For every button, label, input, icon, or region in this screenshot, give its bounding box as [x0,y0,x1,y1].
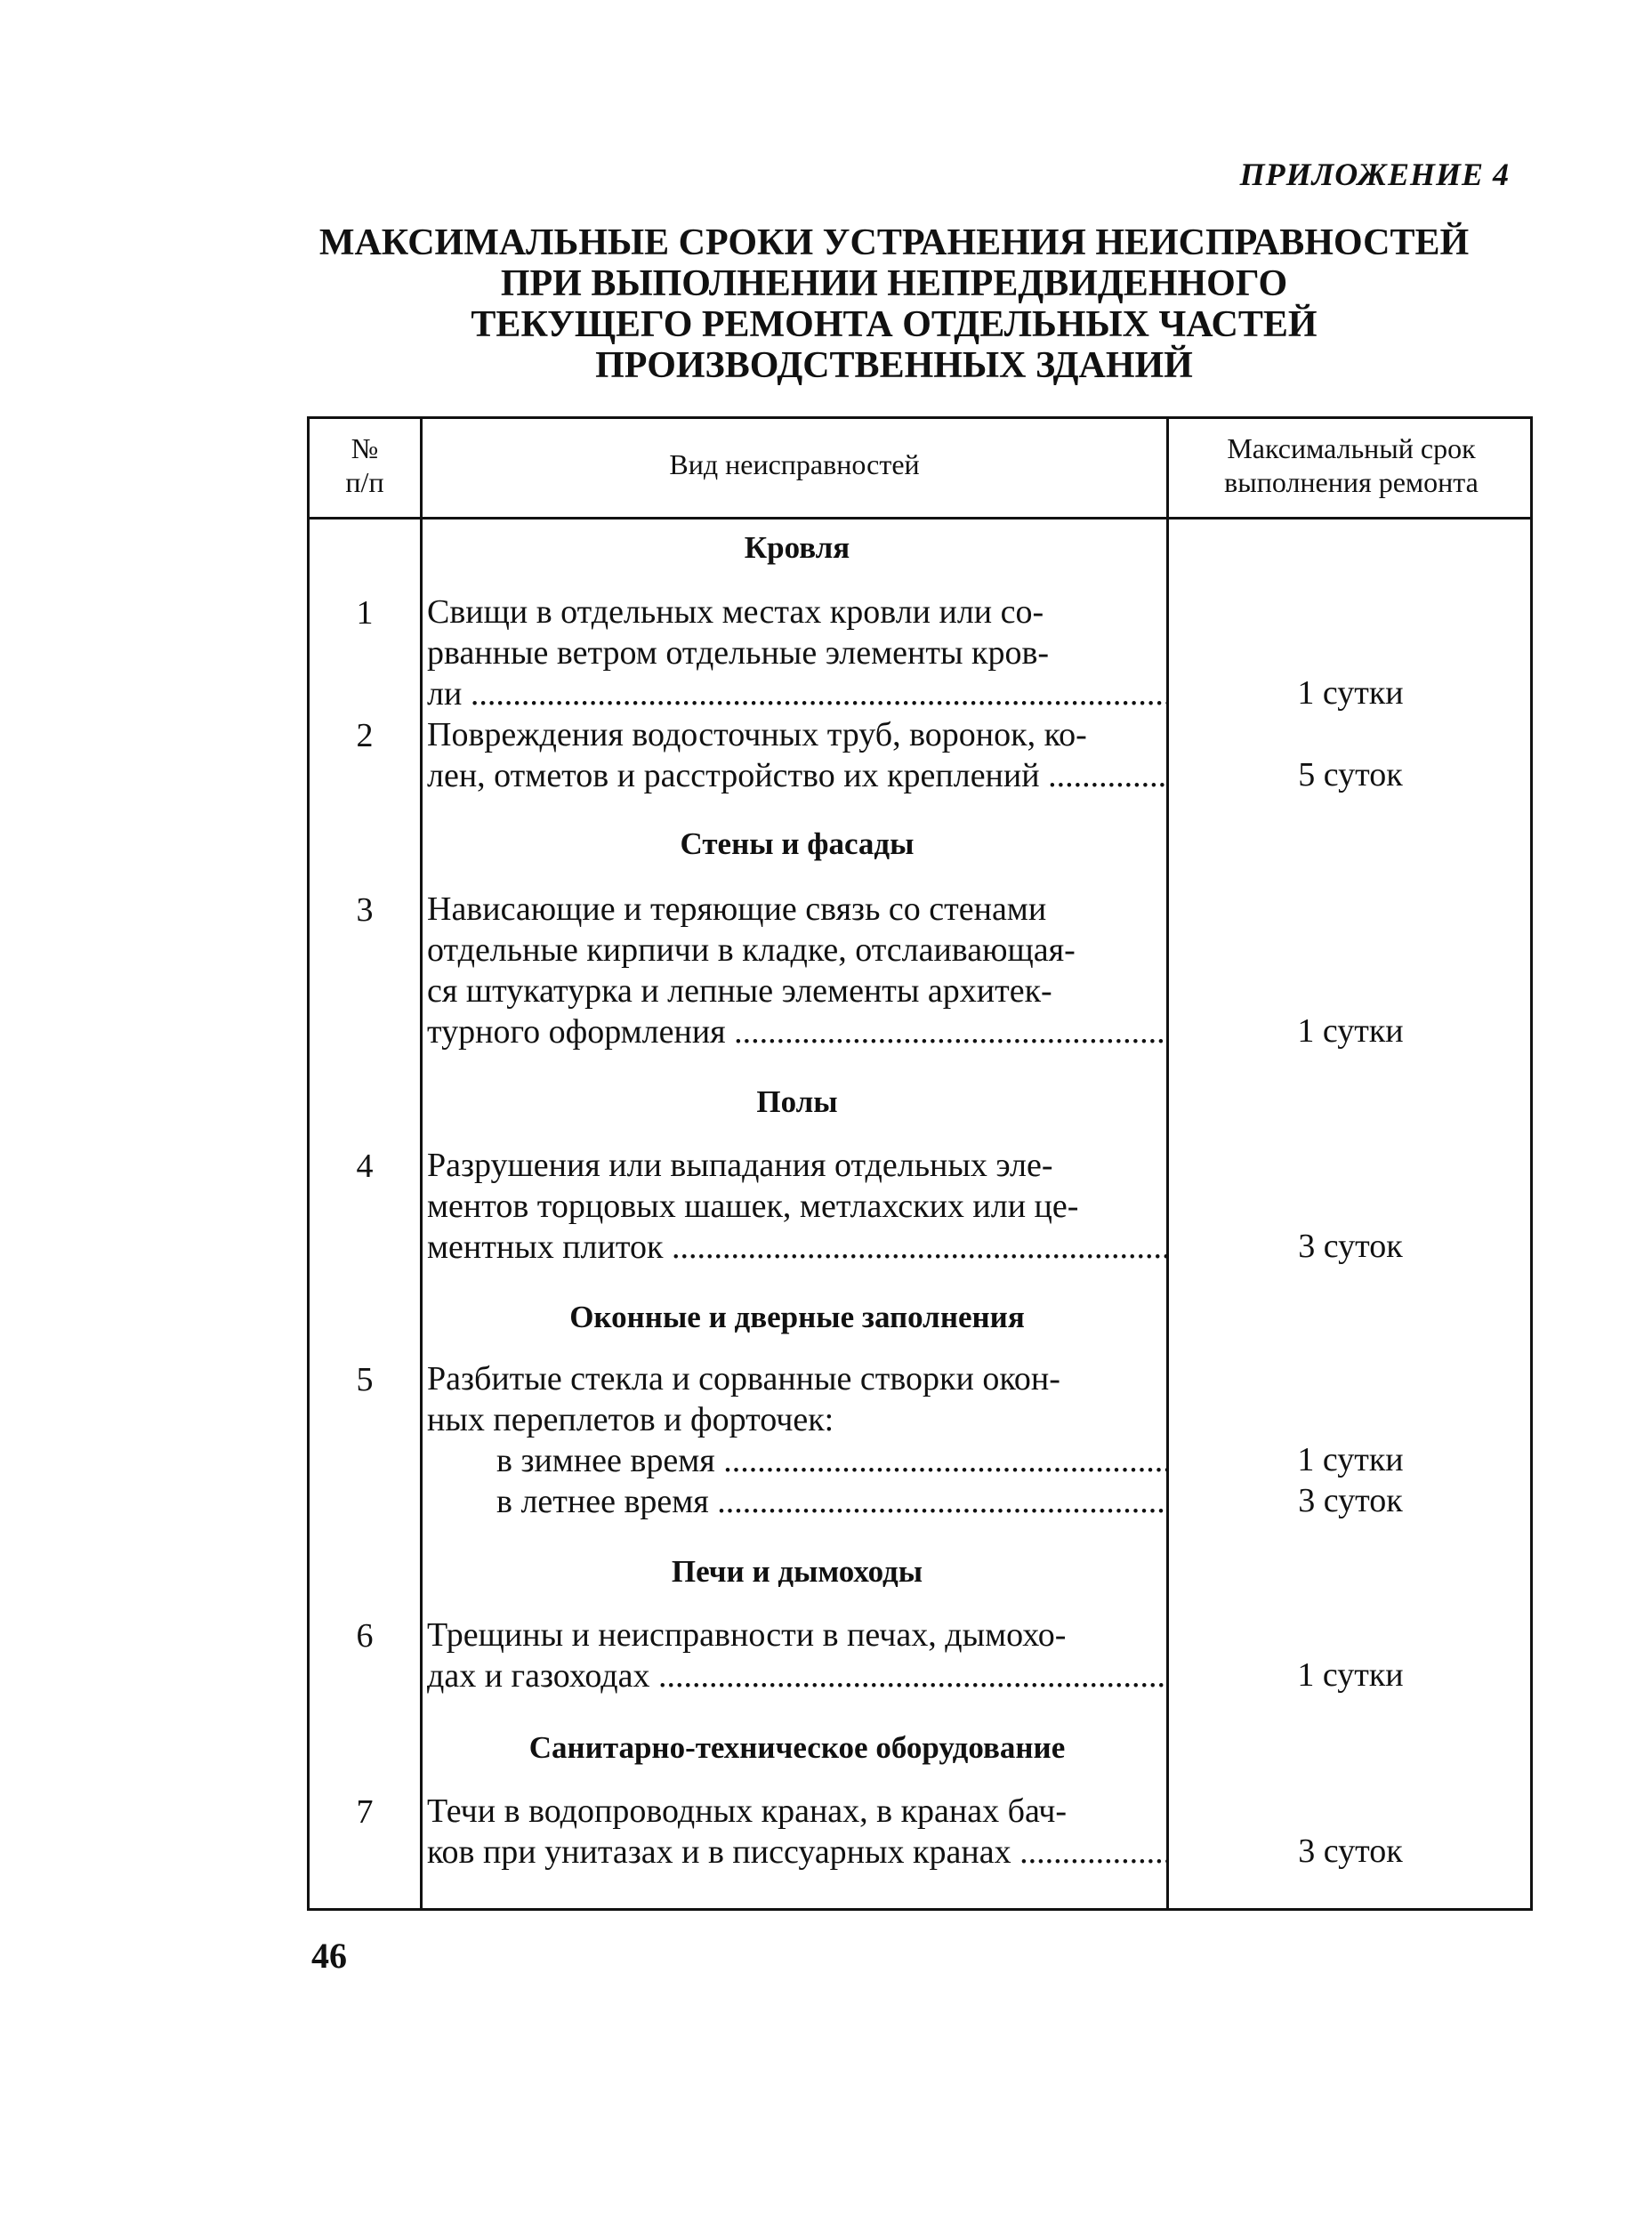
page-number: 46 [311,1936,347,1976]
row-description: Течи в водопроводных кранах, в кранах бач- ков при унитазах и в писсуарных кранах ..... [427,1791,1169,1873]
document-title [302,222,1486,386]
row-number: 4 [356,1148,374,1185]
section-title-plumbing: Санитарно-техническое оборудование [528,1730,1066,1765]
row-number: 3 [356,891,374,929]
row-term: 3 суток [1298,1482,1403,1519]
row-description: Свищи в отдельных местах кровли или со- рванные ветром отдельные элементы кров- ли ..... [427,592,1169,714]
section-title-stoves: Печи и дымоходы [671,1554,923,1589]
header-max-term: Максимальный срок выполнения ремонта [1224,432,1479,498]
row-term: 1 сутки [1297,1656,1404,1694]
row-description: Трещины и неисправности в печах, дымохо- дах и газоходах ..... [427,1615,1169,1696]
header-divider [310,517,1530,520]
row-term: 1 сутки [1297,674,1404,712]
row-description: Повреждения водосточных труб, воронок, ко- лен, отметов и расстройство их креплений ..... [427,714,1169,796]
row-number: 5 [356,1361,374,1398]
row-description: Нависающие и теряющие связь со стенами отдельные кирпичи в кладке, отслаивающая- ся штукатурка и лепные элементы архитек- турного оформления ..... [427,889,1169,1052]
row-number: 1 [356,594,374,632]
header-description: Вид неисправностей [669,448,920,480]
row-term: 3 суток [1298,1228,1403,1265]
title-line: ПРИ ВЫПОЛНЕНИИ НЕПРЕДВИДЕННОГО [500,263,1288,304]
row-description: Разбитые стекла и сорванные створки окон- ных переплетов и форточек: в зимнее время ..... в летнее время ..... [427,1358,1169,1522]
row-term: 1 сутки [1297,1441,1404,1478]
header-number: № п/п [345,432,384,498]
title-line: ТЕКУЩЕГО РЕМОНТА ОТДЕЛЬНЫХ ЧАСТЕЙ [471,304,1318,345]
row-term: 1 сутки [1297,1012,1404,1050]
appendix-label: ПРИЛОЖЕНИЕ 4 [1239,157,1510,192]
row-description: Разрушения или выпадания отдельных эле- ментов торцовых шашек, метлахских или це- ментных плиток ..... [427,1145,1169,1268]
title-line: ПРОИЗВОДСТВЕННЫХ ЗДАНИЙ [595,345,1193,386]
column-divider [420,419,423,1908]
section-title-roof: Кровля [744,530,850,565]
section-title-floors: Полы [756,1084,838,1119]
row-number: 7 [356,1793,374,1831]
row-number: 2 [356,717,374,754]
repair-terms-table [307,416,1533,1911]
row-term: 5 суток [1298,756,1403,793]
row-term: 3 суток [1298,1832,1403,1870]
row-number: 6 [356,1617,374,1655]
section-title-windows: Оконные и дверные заполнения [569,1300,1025,1334]
section-title-walls: Стены и фасады [680,826,915,861]
title-line: МАКСИМАЛЬНЫЕ СРОКИ УСТРАНЕНИЯ НЕИСПРАВНОСТЕЙ [318,222,1470,263]
